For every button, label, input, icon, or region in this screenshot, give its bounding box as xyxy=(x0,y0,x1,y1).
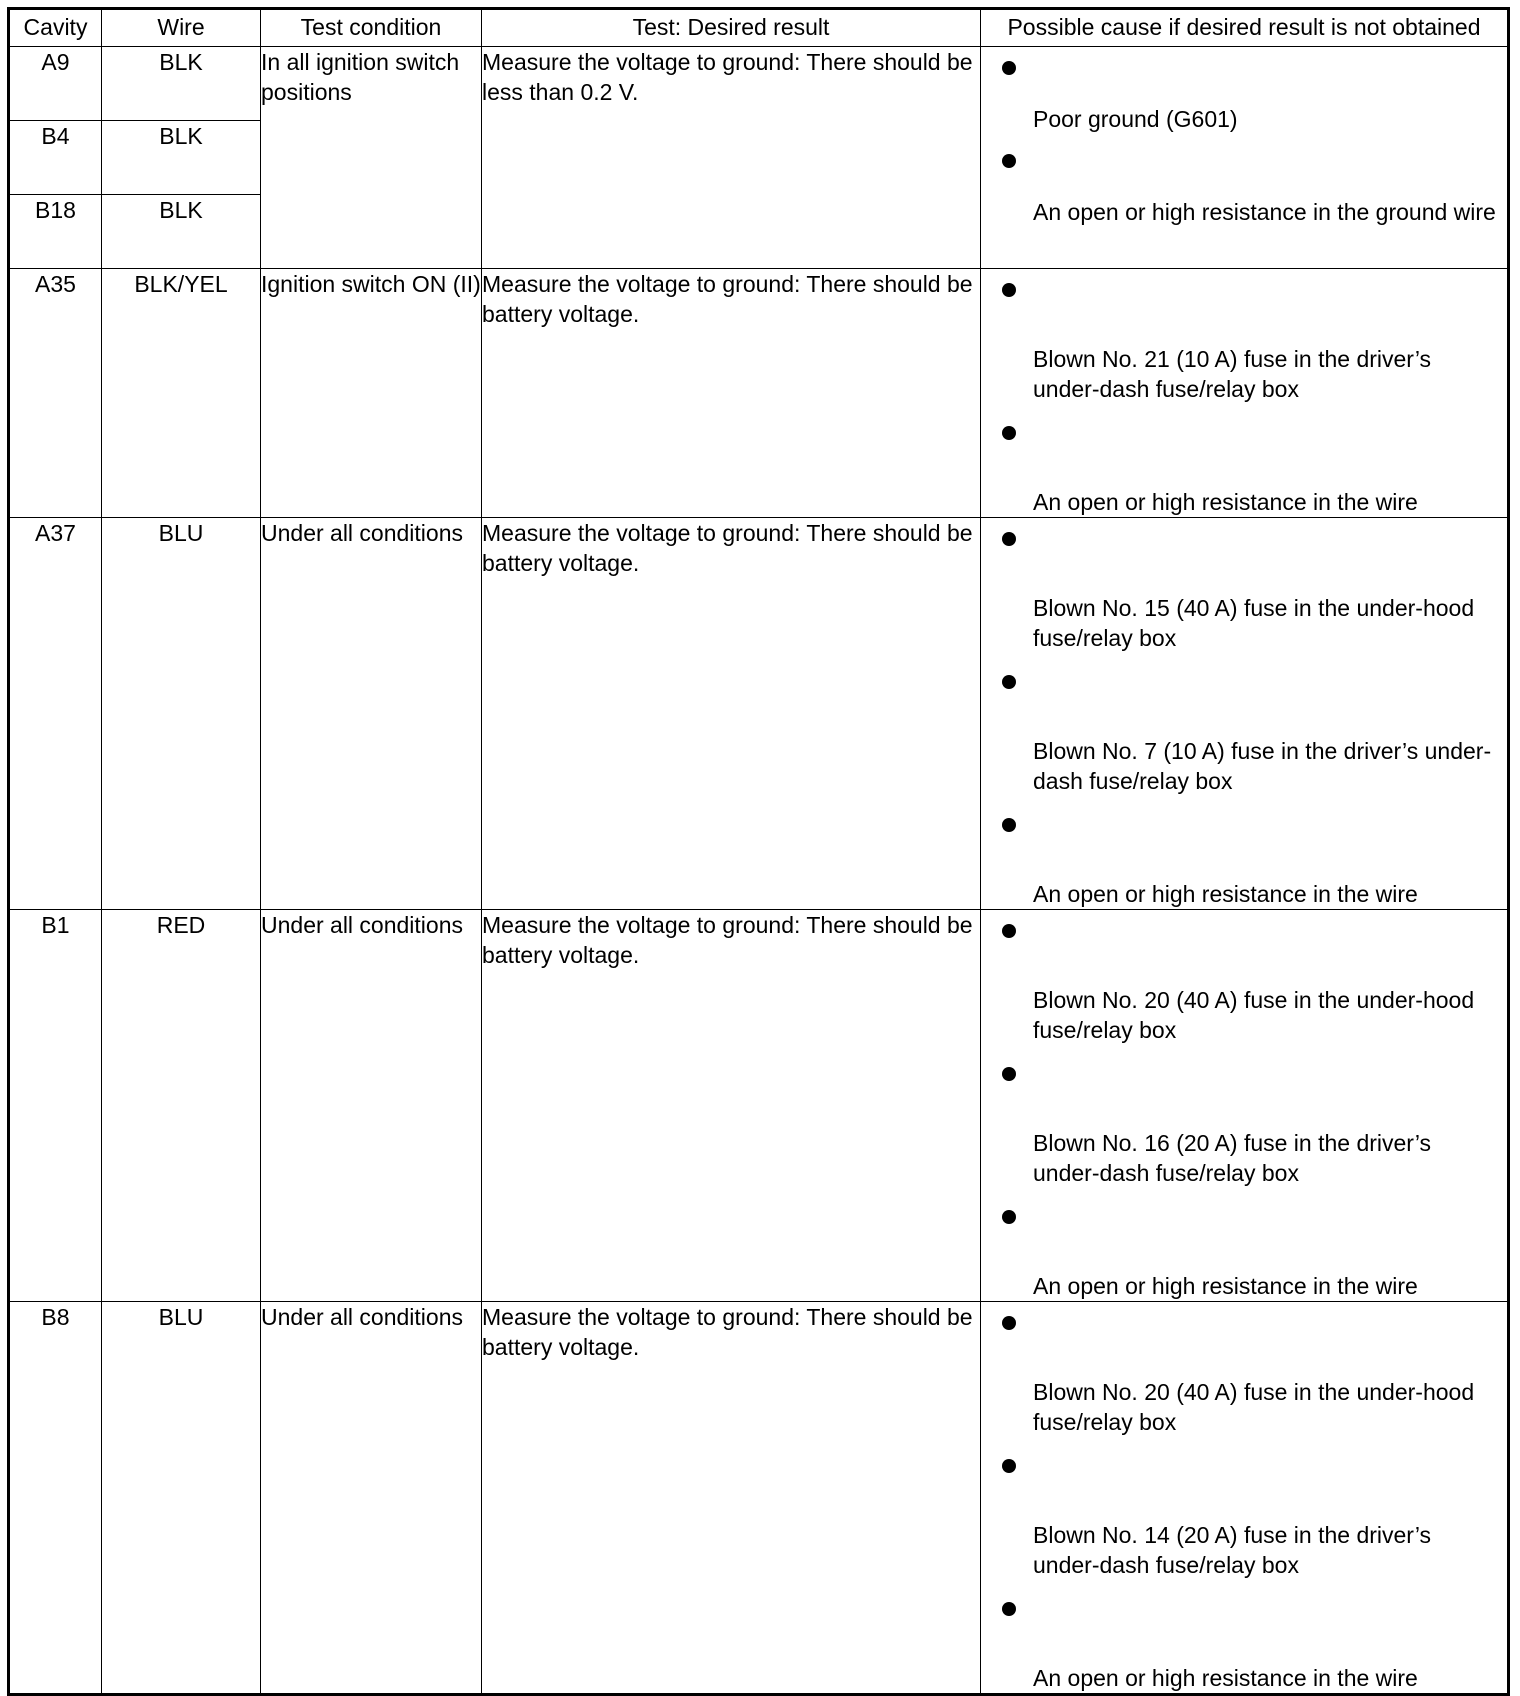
wire-cell: BLK xyxy=(102,47,261,121)
cavity-cell: A37 xyxy=(9,518,102,910)
possible-cause-cell xyxy=(981,1302,1509,1695)
cause-text: Blown No. 21 (10 A) fuse in the driver’s under-dash fuse/relay box xyxy=(1033,346,1432,402)
cause-item xyxy=(997,426,1499,517)
desired-result-cell: Measure the voltage to ground: There should be battery voltage. xyxy=(482,1302,981,1695)
bullet-icon xyxy=(1002,426,1016,440)
table-row-a35 xyxy=(9,269,1509,518)
cause-text: An open or high resistance in the wire xyxy=(1033,1273,1418,1299)
bullet-icon xyxy=(1002,818,1016,832)
possible-cause-cell xyxy=(981,269,1509,518)
desired-result-cell: Measure the voltage to ground: There should be less than 0.2 V. xyxy=(482,47,981,269)
cause-text: An open or high resistance in the ground wire xyxy=(1033,199,1496,225)
cause-text: Poor ground (G601) xyxy=(1033,106,1238,132)
cause-text: An open or high resistance in the wire xyxy=(1033,1665,1418,1691)
desired-result-cell: Measure the voltage to ground: There should be battery voltage. xyxy=(482,910,981,1302)
table-row-b1 xyxy=(9,910,1509,1302)
terminal-test-table xyxy=(7,7,1510,1696)
cause-text: An open or high resistance in the wire xyxy=(1033,881,1418,907)
cause-list xyxy=(981,518,1507,909)
desired-result-cell: Measure the voltage to ground: There should be battery voltage. xyxy=(482,518,981,910)
header-row xyxy=(9,9,1509,47)
cause-text: Blown No. 15 (40 A) fuse in the under-hood fuse/relay box xyxy=(1033,595,1475,651)
header-wire: Wire xyxy=(102,9,261,47)
wire-cell: RED xyxy=(102,910,261,1302)
cause-item xyxy=(997,924,1499,1045)
wire-cell: BLU xyxy=(102,518,261,910)
bullet-icon xyxy=(1002,675,1016,689)
cause-item xyxy=(997,283,1499,404)
bullet-icon xyxy=(1002,61,1016,75)
test-condition-cell: Under all conditions xyxy=(261,1302,482,1695)
test-condition-cell: Ignition switch ON (II) xyxy=(261,269,482,518)
bullet-icon xyxy=(1002,1316,1016,1330)
bullet-icon xyxy=(1002,283,1016,297)
possible-cause-cell xyxy=(981,47,1509,269)
table-row-a37 xyxy=(9,518,1509,910)
bullet-icon xyxy=(1002,1067,1016,1081)
cavity-cell: B18 xyxy=(9,195,102,269)
bullet-icon xyxy=(1002,1602,1016,1616)
table-row-ground-a9 xyxy=(9,47,1509,121)
wire-cell: BLK xyxy=(102,195,261,269)
header-possible-cause: Possible cause if desired result is not obtained xyxy=(981,9,1509,47)
cause-text: Blown No. 14 (20 A) fuse in the driver’s under-dash fuse/relay box xyxy=(1033,1522,1432,1578)
possible-cause-cell xyxy=(981,910,1509,1302)
cavity-cell: A9 xyxy=(9,47,102,121)
wire-cell: BLU xyxy=(102,1302,261,1695)
cause-text: Blown No. 7 (10 A) fuse in the driver’s under-dash fuse/relay box xyxy=(1033,738,1492,794)
bullet-icon xyxy=(1002,924,1016,938)
cause-item xyxy=(997,1459,1499,1580)
cause-item xyxy=(997,1602,1499,1693)
cause-text: Blown No. 20 (40 A) fuse in the under-hood fuse/relay box xyxy=(1033,1379,1475,1435)
cause-item xyxy=(997,1316,1499,1437)
desired-result-cell: Measure the voltage to ground: There should be battery voltage. xyxy=(482,269,981,518)
cause-list xyxy=(981,910,1507,1301)
cause-item xyxy=(997,675,1499,796)
cause-text: Blown No. 20 (40 A) fuse in the under-hood fuse/relay box xyxy=(1033,987,1475,1043)
cause-item xyxy=(997,154,1499,227)
cavity-cell: B8 xyxy=(9,1302,102,1695)
cause-item xyxy=(997,1210,1499,1301)
cause-list xyxy=(981,47,1507,227)
cause-item xyxy=(997,532,1499,653)
cause-list xyxy=(981,269,1507,517)
cause-text: An open or high resistance in the wire xyxy=(1033,489,1418,515)
bullet-icon xyxy=(1002,1210,1016,1224)
cavity-cell: B1 xyxy=(9,910,102,1302)
bullet-icon xyxy=(1002,1459,1016,1473)
cavity-cell: A35 xyxy=(9,269,102,518)
wire-cell: BLK/YEL xyxy=(102,269,261,518)
possible-cause-cell xyxy=(981,518,1509,910)
test-condition-cell: Under all conditions xyxy=(261,518,482,910)
bullet-icon xyxy=(1002,532,1016,546)
wire-cell: BLK xyxy=(102,121,261,195)
header-cavity: Cavity xyxy=(9,9,102,47)
cause-item xyxy=(997,818,1499,909)
cause-list xyxy=(981,1302,1507,1693)
cavity-cell: B4 xyxy=(9,121,102,195)
table-row-b8 xyxy=(9,1302,1509,1695)
header-desired-result: Test: Desired result xyxy=(482,9,981,47)
test-condition-cell: In all ignition switch positions xyxy=(261,47,482,269)
cause-item xyxy=(997,61,1499,134)
cause-item xyxy=(997,1067,1499,1188)
cause-text: Blown No. 16 (20 A) fuse in the driver’s under-dash fuse/relay box xyxy=(1033,1130,1432,1186)
bullet-icon xyxy=(1002,154,1016,168)
header-test-condition: Test condition xyxy=(261,9,482,47)
test-condition-cell: Under all conditions xyxy=(261,910,482,1302)
